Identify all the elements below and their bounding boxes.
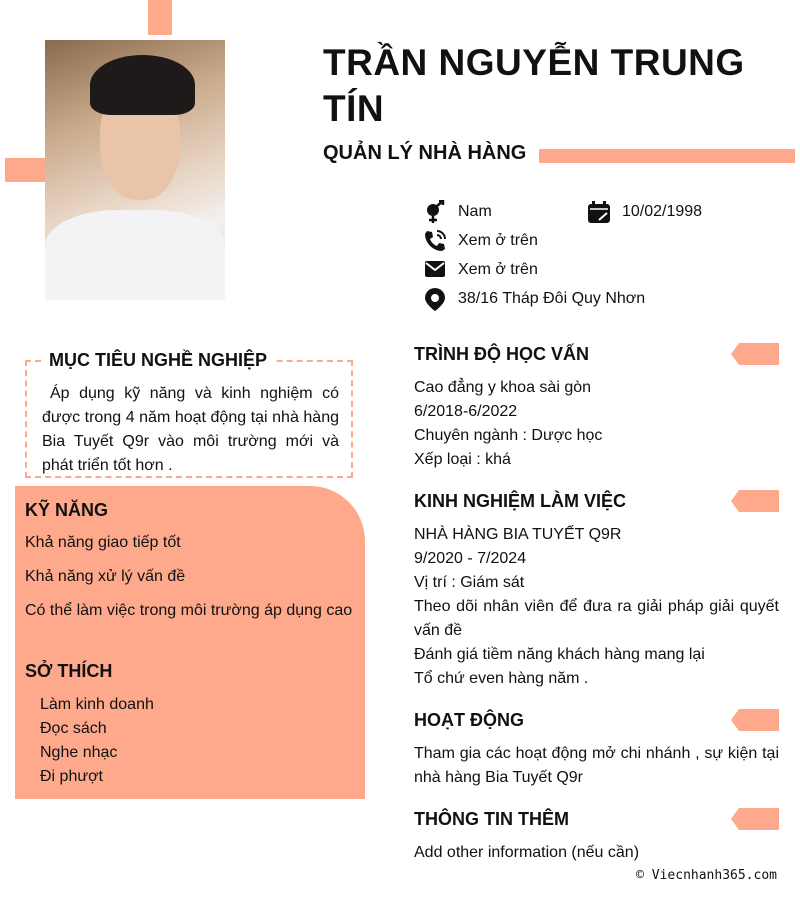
education-line: 6/2018-6/2022 [414,403,518,420]
footer-watermark: © Viecnhanh365.com [636,868,777,883]
hobby-item: Đọc sách [40,720,107,737]
title-bar [539,149,795,163]
calendar-icon [587,200,611,224]
experience-heading: KINH NGHIỆM LÀM VIỆC [414,491,627,511]
birthday-row [587,200,702,224]
hobby-item: Làm kinh doanh [40,696,154,713]
address-value: 38/16 Tháp Đôi Quy Nhơn [458,290,646,307]
skill-item: Có thể làm việc trong môi trường áp dụng cao [25,602,353,619]
skills-heading: KỸ NĂNG [25,500,109,520]
hobby-item: Nghe nhạc [40,744,118,761]
arrow-marker-icon [731,709,779,731]
education-line: Chuyên ngành : Dược học [414,427,603,444]
phone-icon [423,229,447,253]
skill-item: Khả năng giao tiếp tốt [25,534,181,551]
experience-line: 9/2020 - 7/2024 [414,550,527,567]
profile-photo [45,40,225,300]
experience-line: Theo dõi nhân viên để đưa ra giải pháp giải quyết vấn đề [414,598,779,639]
activities-line: Tham gia các hoạt động mở chi nhánh , sự kiện tại nhà hàng Bia Tuyết Q9r [414,745,779,786]
hobby-item: Đi phượt [40,768,103,785]
objective-heading: MỤC TIÊU NGHỀ NGHIỆP [42,350,274,371]
extra-heading: THÔNG TIN THÊM [414,809,569,829]
objective-text: Áp dụng kỹ năng và kinh nghiệm có được trong 4 năm hoạt động tại nhà hàng Bia Tuyết Q9r vào môi trường mới và phát triển tốt hơn . [42,385,339,474]
phone-row [423,229,538,253]
gender-icon [423,200,447,224]
extra-line: Add other information (nếu cần) [414,844,640,861]
gender-value: Nam [458,203,492,220]
decor-left [5,158,45,182]
experience-line: Đánh giá tiềm năng khách hàng mang lại [414,646,705,663]
envelope-icon [423,258,447,282]
gender-row [423,200,492,224]
location-pin-icon [423,287,447,311]
email-value: Xem ở trên [458,261,538,278]
education-line: Cao đẳng y khoa sài gòn [414,379,592,396]
activities-heading: HOẠT ĐỘNG [414,710,524,730]
skills-panel [15,486,365,799]
arrow-marker-icon [731,808,779,830]
experience-line: Tổ chứ even hàng năm . [414,670,589,687]
hobbies-heading: SỞ THÍCH [25,661,113,681]
decor-top [148,0,172,35]
skill-item: Khả năng xử lý vấn đề [25,568,186,585]
experience-line: NHÀ HÀNG BIA TUYẾT Q9R [414,526,622,543]
education-heading: TRÌNH ĐỘ HỌC VẤN [414,344,589,364]
experience-line: Vị trí : Giám sát [414,574,525,591]
candidate-name: TRẦN NGUYỄN TRUNG TÍN [323,42,745,129]
arrow-marker-icon [731,343,779,365]
arrow-marker-icon [731,490,779,512]
objective-box [25,350,353,478]
phone-value: Xem ở trên [458,232,538,249]
birthday-value: 10/02/1998 [622,203,703,220]
education-line: Xếp loại : khá [414,451,511,468]
address-row [423,287,645,311]
job-title: QUẢN LÝ NHÀ HÀNG [323,142,527,164]
email-row [423,258,538,282]
